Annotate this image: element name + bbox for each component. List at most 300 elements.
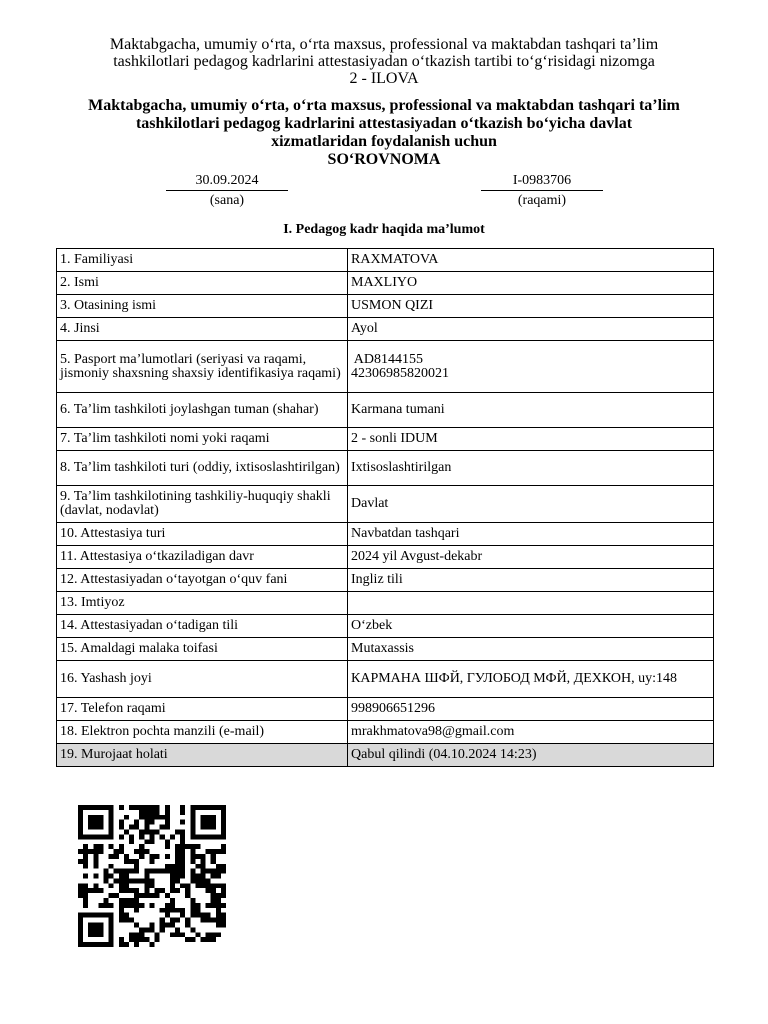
qr-module [109, 844, 114, 849]
qr-module [149, 815, 154, 820]
qr-module [134, 937, 139, 942]
qr-module [221, 893, 226, 898]
qr-module [155, 937, 160, 942]
qr-module [83, 898, 88, 903]
qr-module [144, 893, 149, 898]
qr-module [206, 888, 211, 893]
qr-module [78, 834, 83, 839]
qr-module [83, 888, 88, 893]
qr-module [114, 893, 119, 898]
document-header [40, 36, 728, 87]
qr-module [180, 844, 185, 849]
table-row [57, 249, 714, 272]
qr-module [221, 864, 226, 869]
qr-module [175, 869, 180, 874]
qr-module [175, 829, 180, 834]
qr-module [98, 834, 103, 839]
qr-module [124, 878, 129, 883]
qr-module [149, 942, 154, 947]
date-value: 30.09.2024 [166, 172, 288, 191]
table-row [57, 615, 714, 638]
qr-module [149, 923, 154, 928]
qr-module [119, 805, 124, 810]
qr-module [155, 815, 160, 820]
row-value [348, 341, 714, 393]
qr-module [134, 893, 139, 898]
row-value: USMON QIZI [348, 295, 714, 318]
qr-module [104, 874, 109, 879]
qr-module [78, 913, 83, 918]
qr-module [88, 888, 93, 893]
qr-module [109, 854, 114, 859]
qr-module [200, 937, 205, 942]
qr-module [129, 878, 134, 883]
qr-module [88, 942, 93, 947]
qr-module [83, 864, 88, 869]
qr-module [83, 874, 88, 879]
qr-module [221, 815, 226, 820]
qr-module [134, 903, 139, 908]
qr-module [211, 859, 216, 864]
qr-module [93, 805, 98, 810]
qr-module [221, 918, 226, 923]
qr-module [119, 937, 124, 942]
qr-module [190, 903, 195, 908]
table-row [57, 546, 714, 569]
qr-module [83, 834, 88, 839]
qr-module [165, 815, 170, 820]
row-label: 6. Ta’lim tashkiloti joylashgan tuman (shahar) [57, 393, 348, 428]
personal-id-number: 42306985820021 [351, 365, 449, 381]
section-title: I. Pedagog kadr haqida ma’lumot [283, 222, 485, 237]
qr-module [149, 878, 154, 883]
qr-module [119, 918, 124, 923]
qr-module [129, 937, 134, 942]
qr-module [93, 849, 98, 854]
qr-module [78, 810, 83, 815]
qr-module [206, 903, 211, 908]
status-value: Qabul qilindi (04.10.2024 14:23) [348, 744, 714, 767]
row-value: MAXLIYO [348, 272, 714, 295]
qr-module [78, 849, 83, 854]
qr-module [216, 883, 221, 888]
qr-module [104, 834, 109, 839]
qr-module [175, 849, 180, 854]
qr-module [155, 932, 160, 937]
qr-module [98, 825, 103, 830]
qr-module [119, 908, 124, 913]
qr-module [83, 883, 88, 888]
qr-module [144, 829, 149, 834]
row-value: 2024 yil Avgust-dekabr [348, 546, 714, 569]
row-value: Davlat [348, 486, 714, 523]
qr-module [211, 874, 216, 879]
qr-module [200, 878, 205, 883]
row-value: Ayol [348, 318, 714, 341]
qr-module [206, 878, 211, 883]
qr-module [165, 908, 170, 913]
qr-module [221, 903, 226, 908]
qr-module [144, 874, 149, 879]
table-row [57, 638, 714, 661]
qr-module [200, 805, 205, 810]
header-line-3: 2 - ILOVA [349, 70, 419, 87]
qr-module [78, 820, 83, 825]
title-line-3: xizmatlaridan foydalanish uchun [271, 133, 497, 150]
qr-module [98, 913, 103, 918]
row-label: 10. Attestasiya turi [57, 523, 348, 546]
qr-module [83, 849, 88, 854]
qr-module [88, 913, 93, 918]
table-row [57, 393, 714, 428]
qr-module [109, 874, 114, 879]
qr-module [129, 859, 134, 864]
qr-module [195, 913, 200, 918]
qr-module [144, 849, 149, 854]
qr-module [175, 874, 180, 879]
date-caption: (sana) [209, 193, 245, 208]
qr-module [190, 927, 195, 932]
qr-module [134, 849, 139, 854]
passport-series: AD8144155 [351, 351, 423, 367]
qr-module [206, 834, 211, 839]
qr-module [114, 849, 119, 854]
qr-module [83, 942, 88, 947]
qr-module [160, 888, 165, 893]
qr-module [134, 825, 139, 830]
row-label: 2. Ismi [57, 272, 348, 295]
qr-module [109, 937, 114, 942]
qr-module [88, 805, 93, 810]
qr-module [195, 864, 200, 869]
qr-module [124, 829, 129, 834]
qr-module [98, 923, 103, 928]
qr-module [149, 869, 154, 874]
qr-module [98, 942, 103, 947]
qr-module [165, 854, 170, 859]
qr-module [221, 913, 226, 918]
qr-module [109, 913, 114, 918]
qr-module [93, 844, 98, 849]
qr-module [109, 820, 114, 825]
number-caption: (raqami) [517, 193, 567, 208]
qr-module [155, 805, 160, 810]
qr-module [78, 829, 83, 834]
qr-module [129, 869, 134, 874]
qr-module [170, 923, 175, 928]
qr-module [221, 888, 226, 893]
qr-module [170, 878, 175, 883]
qr-module [221, 869, 226, 874]
qr-module [93, 874, 98, 879]
qr-module [144, 839, 149, 844]
row-label: 17. Telefon raqami [57, 698, 348, 721]
qr-module [190, 869, 195, 874]
number-value: I-0983706 [481, 172, 603, 191]
qr-module [134, 898, 139, 903]
qr-module [78, 893, 83, 898]
row-label: 15. Amaldagi malaka toifasi [57, 638, 348, 661]
row-value: Ixtisoslashtirilgan [348, 451, 714, 486]
qr-module [124, 815, 129, 820]
qr-module [139, 927, 144, 932]
qr-module [190, 820, 195, 825]
qr-module [119, 834, 124, 839]
qr-module [144, 805, 149, 810]
qr-module [134, 908, 139, 913]
qr-module [180, 864, 185, 869]
qr-module [180, 869, 185, 874]
qr-module [206, 937, 211, 942]
qr-module [200, 874, 205, 879]
row-value: mrakhmatova98@gmail.com [348, 721, 714, 744]
qr-module [211, 893, 216, 898]
qr-module [124, 869, 129, 874]
qr-module [165, 810, 170, 815]
qr-module [200, 918, 205, 923]
qr-module [165, 820, 170, 825]
qr-module [180, 883, 185, 888]
qr-module [139, 937, 144, 942]
row-label: 19. Murojaat holati [57, 744, 348, 767]
qr-module [190, 874, 195, 879]
qr-module [124, 874, 129, 879]
qr-module [190, 844, 195, 849]
qr-module [185, 923, 190, 928]
qr-module [98, 815, 103, 820]
row-value: Mutaxassis [348, 638, 714, 661]
qr-module [104, 898, 109, 903]
qr-module [170, 864, 175, 869]
qr-module [175, 878, 180, 883]
row-label: 13. Imtiyoz [57, 592, 348, 615]
qr-module [98, 844, 103, 849]
row-value: 998906651296 [348, 698, 714, 721]
qr-module [119, 874, 124, 879]
qr-module [134, 805, 139, 810]
qr-module [129, 918, 134, 923]
qr-module [180, 932, 185, 937]
qr-module [88, 815, 93, 820]
qr-module [149, 854, 154, 859]
qr-module [190, 834, 195, 839]
qr-module [160, 923, 165, 928]
header-line-1: Maktabgacha, umumiy o‘rta, o‘rta maxsus, professional va maktabdan tashqari ta’lim [109, 36, 659, 53]
qr-module [200, 864, 205, 869]
qr-module [221, 883, 226, 888]
qr-module [165, 869, 170, 874]
qr-module [124, 942, 129, 947]
qr-module [195, 903, 200, 908]
qr-module [155, 888, 160, 893]
title-line-2: tashkilotlari pedagog kadrlarini attestasiyadan o‘tkazish bo‘yicha davlat [135, 115, 633, 132]
qr-module [211, 898, 216, 903]
qr-module [93, 888, 98, 893]
qr-module [216, 864, 221, 869]
qr-module [144, 825, 149, 830]
qr-module [206, 913, 211, 918]
qr-module [78, 859, 83, 864]
qr-module [211, 883, 216, 888]
qr-module [144, 878, 149, 883]
qr-module [195, 932, 200, 937]
qr-module [83, 893, 88, 898]
qr-module [78, 815, 83, 820]
qr-module [119, 903, 124, 908]
qr-module [129, 834, 134, 839]
qr-module [109, 927, 114, 932]
qr-module [98, 888, 103, 893]
qr-module [175, 844, 180, 849]
table-row [57, 428, 714, 451]
qr-module [185, 918, 190, 923]
qr-module [175, 859, 180, 864]
qr-module [149, 927, 154, 932]
qr-module [180, 820, 185, 825]
teacher-info-table [56, 248, 714, 767]
qr-module [216, 805, 221, 810]
qr-module [134, 864, 139, 869]
qr-module [134, 888, 139, 893]
qr-module [175, 932, 180, 937]
qr-module [211, 932, 216, 937]
qr-module [104, 903, 109, 908]
qr-module [88, 820, 93, 825]
qr-module [134, 932, 139, 937]
qr-module [78, 883, 83, 888]
table-row [57, 698, 714, 721]
qr-module [124, 888, 129, 893]
qr-module [139, 810, 144, 815]
qr-module [93, 859, 98, 864]
qr-module [78, 937, 83, 942]
qr-module [93, 864, 98, 869]
row-label: 16. Yashash joyi [57, 661, 348, 698]
qr-module [180, 854, 185, 859]
qr-module [104, 913, 109, 918]
qr-module [155, 829, 160, 834]
qr-module [165, 913, 170, 918]
qr-module [109, 805, 114, 810]
qr-module [114, 878, 119, 883]
qr-module [200, 854, 205, 859]
document-title [40, 97, 728, 169]
qr-module [165, 839, 170, 844]
qr-module [190, 937, 195, 942]
qr-module [206, 820, 211, 825]
qr-module [93, 825, 98, 830]
qr-module [165, 923, 170, 928]
row-label: 8. Ta’lim tashkiloti turi (oddiy, ixtisoslashtirilgan) [57, 451, 348, 486]
row-label: 3. Otasining ismi [57, 295, 348, 318]
qr-module [170, 898, 175, 903]
qr-module [129, 898, 134, 903]
table-row [57, 272, 714, 295]
qr-module [124, 898, 129, 903]
qr-module [211, 903, 216, 908]
qr-module [139, 805, 144, 810]
qr-module [221, 849, 226, 854]
qr-module [206, 805, 211, 810]
qr-module [190, 815, 195, 820]
qr-module [149, 810, 154, 815]
qr-module [206, 918, 211, 923]
qr-module [119, 883, 124, 888]
qr-module [206, 883, 211, 888]
qr-module [109, 815, 114, 820]
qr-module [211, 849, 216, 854]
qr-module [124, 903, 129, 908]
qr-module [93, 834, 98, 839]
qr-module [104, 878, 109, 883]
qr-module [109, 932, 114, 937]
qr-module [144, 927, 149, 932]
qr-module [139, 903, 144, 908]
qr-module [221, 820, 226, 825]
qr-module [134, 820, 139, 825]
qr-module [190, 878, 195, 883]
qr-module [124, 913, 129, 918]
qr-module [160, 927, 165, 932]
qr-module [109, 834, 114, 839]
qr-module [109, 918, 114, 923]
qr-module [190, 825, 195, 830]
qr-module [134, 923, 139, 928]
qr-module [93, 913, 98, 918]
qr-module [160, 815, 165, 820]
qr-module [216, 874, 221, 879]
qr-module [134, 878, 139, 883]
row-value: O‘zbek [348, 615, 714, 638]
qr-module [98, 927, 103, 932]
qr-module [206, 869, 211, 874]
qr-module [185, 937, 190, 942]
row-label: 7. Ta’lim tashkiloti nomi yoki raqami [57, 428, 348, 451]
qr-module [139, 932, 144, 937]
qr-module [98, 849, 103, 854]
qr-module [221, 923, 226, 928]
qr-module [114, 854, 119, 859]
qr-module [221, 805, 226, 810]
qr-module [200, 825, 205, 830]
row-value: RAXMATOVA [348, 249, 714, 272]
qr-module [211, 869, 216, 874]
qr-module [83, 859, 88, 864]
qr-module [149, 805, 154, 810]
qr-module [216, 869, 221, 874]
qr-module [221, 829, 226, 834]
qr-module [170, 874, 175, 879]
row-label: 5. Pasport ma’lumotlari (seriyasi va raqami, jismoniy shaxsning shaxsiy identifikasiya raqami) [57, 341, 348, 393]
qr-module [83, 913, 88, 918]
title-line-4: SO‘ROVNOMA [327, 151, 441, 168]
table-row [57, 569, 714, 592]
qr-module [190, 805, 195, 810]
qr-module [134, 942, 139, 947]
date-field [166, 172, 288, 209]
qr-module [165, 893, 170, 898]
qr-module [139, 878, 144, 883]
qr-module [170, 888, 175, 893]
qr-module [211, 815, 216, 820]
qr-module [109, 893, 114, 898]
qr-module [180, 874, 185, 879]
qr-module [216, 908, 221, 913]
table-row [57, 451, 714, 486]
qr-module [160, 908, 165, 913]
row-label: 18. Elektron pochta manzili (e-mail) [57, 721, 348, 744]
qr-module [170, 932, 175, 937]
